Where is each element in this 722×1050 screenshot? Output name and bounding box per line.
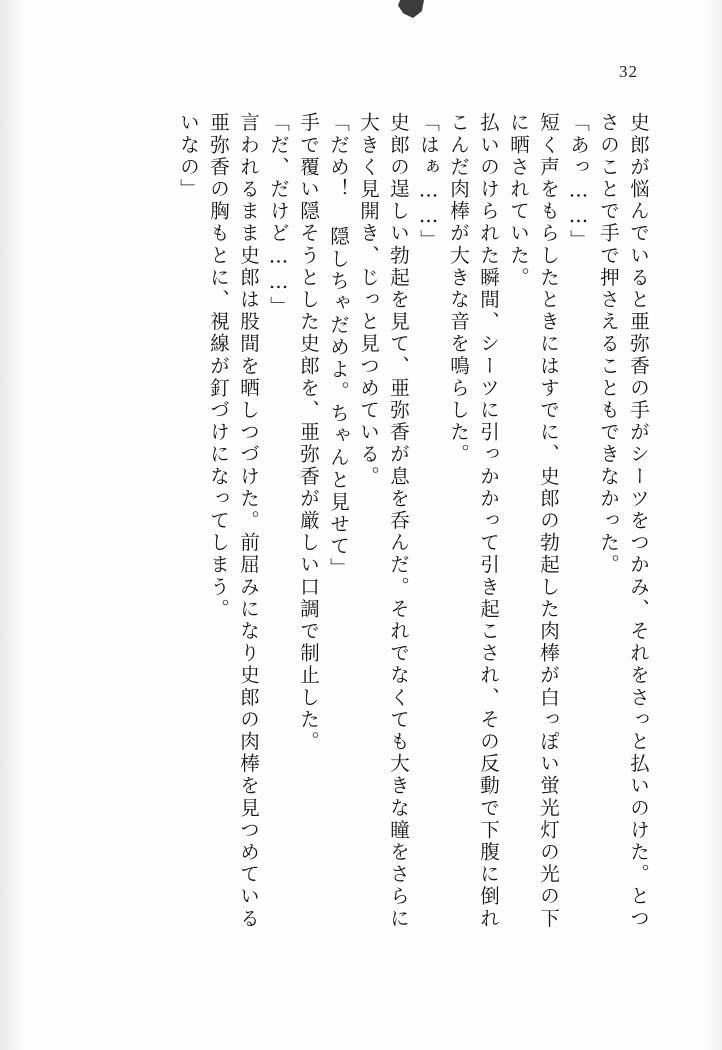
text-line: 大きく見開き、じっと見つめている。 <box>357 112 380 488</box>
text-line: いなの」 <box>177 112 200 201</box>
text-line: に晒されていた。 <box>507 112 530 289</box>
text-line: こんだ肉棒が大きな音を鳴らした。 <box>447 112 470 466</box>
text-line: 短く声をもらしたときにはすでに、史郎の勃起した肉棒が白っぽい蛍光灯の光の下 <box>537 112 560 930</box>
scan-artifact-mark <box>398 0 424 18</box>
text-line: 「だ、だけど……」 <box>267 112 290 318</box>
text-line: 手で覆い隠そうとした史郎を、亜弥香が厳しい口調で制止した。 <box>297 112 320 753</box>
text-line: 払いのけられた瞬間、シーツに引っかかって引き起こされ、その反動で下腹に倒れ <box>477 112 500 930</box>
text-line: さのことで手で押さえることもできなかった。 <box>597 112 620 577</box>
text-line: 史郎の逞しい勃起を見て、亜弥香が息を呑んだ。それでなくても大きな瞳をさらに <box>387 112 410 930</box>
text-line: 史郎が悩んでいると亜弥香の手がシーツをつかみ、それをさっと払いのけた。とつ <box>627 112 650 930</box>
page-number: 32 <box>619 62 638 81</box>
text-line: 亜弥香の胸もとに、視線が釘づけになってしまう。 <box>207 112 230 621</box>
text-line: 「だめ！ 隠しちゃだめよ。ちゃんと見せて」 <box>327 112 350 580</box>
text-line: 「はぁ……」 <box>417 112 440 252</box>
text-line: 「あっ……」 <box>567 112 590 252</box>
vertical-text-body <box>80 112 648 952</box>
text-line: 言われるまま史郎は股間を晒しつづけた。前屈みになり史郎の肉棒を見つめている <box>237 112 260 930</box>
